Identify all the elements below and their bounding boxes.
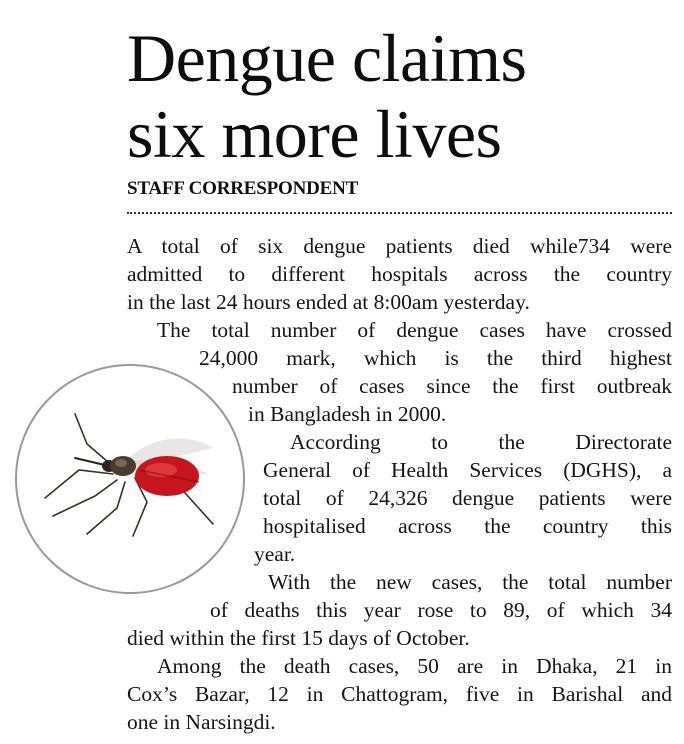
mosquito-photo — [15, 364, 245, 594]
paragraph-line: one in Narsingdi. — [127, 710, 276, 734]
paragraph-line: Among the death cases, 50 are in Dhaka, 21 in — [157, 654, 672, 678]
headline-line-2: six more lives — [127, 96, 502, 172]
dotted-divider — [127, 212, 672, 214]
mosquito-icon — [17, 366, 243, 592]
paragraph-line: According to the Directorate — [290, 430, 672, 454]
paragraph-line: hospitalised across the country this — [263, 514, 672, 538]
paragraph-line: The total number of dengue cases have crossed — [157, 318, 672, 342]
paragraph-line: number of cases since the first outbreak — [232, 374, 672, 398]
byline: STAFF CORRESPONDENT — [127, 178, 359, 199]
headline — [127, 20, 677, 172]
paragraph-line: admitted to different hospitals across the country — [127, 262, 672, 286]
paragraph-line: total of 24,326 dengue patients were — [263, 486, 672, 510]
paragraph-line: in the last 24 hours ended at 8:00am yesterday. — [127, 290, 530, 314]
paragraph-line: General of Health Services (DGHS), a — [263, 458, 672, 482]
paragraph-line: died within the first 15 days of October. — [127, 626, 470, 650]
paragraph-line: in Bangladesh in 2000. — [248, 402, 447, 426]
paragraph-line: year. — [254, 542, 296, 566]
paragraph-line: 24,000 mark, which is the third highest — [199, 346, 672, 370]
paragraph-line: With the new cases, the total number — [268, 570, 672, 594]
paragraph-line: of deaths this year rose to 89, of which 34 — [210, 598, 672, 622]
paragraph-line: Cox’s Bazar, 12 in Chattogram, five in Barishal and — [127, 682, 672, 706]
headline-line-1: Dengue claims — [127, 20, 527, 96]
paragraph-line: A total of six dengue patients died while734 were — [127, 234, 672, 258]
